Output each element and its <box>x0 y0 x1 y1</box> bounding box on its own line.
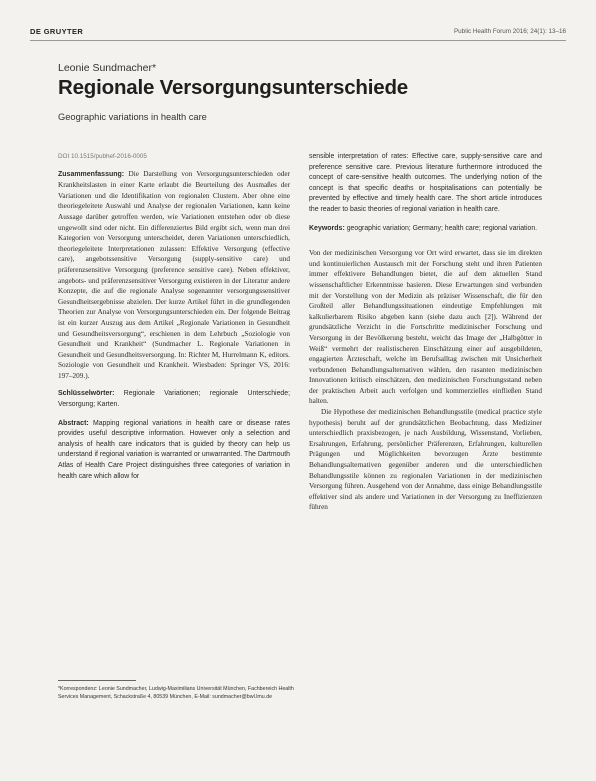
abstract-label: Abstract: <box>58 419 89 427</box>
publisher-name: DE GRUYTER <box>30 27 84 36</box>
keywords-label: Keywords: <box>309 224 345 232</box>
running-header <box>30 27 566 41</box>
zusammenfassung-text: Die Darstellung von Versorgungsunterschieden oder Krankheitslasten in einer Karte erlaubt die Beurteilung des Ausmaßes der Variationen und die Identifikation von regionalen Clustern. Aber ohne eine theoriegeleitete Auswahl und Analyse der regionalen Variationen, kann keine Aussage darüber getroffen werden, wie Variationen entstehen oder ob diese ungewollt sind oder nicht. Ein differenziertes Bild ergibt sich, wenn man drei Kategorien von Versorgung unterscheidet, deren Variationen unterschiedlich, theoriegeleitete Interpretationen zulassen: Effektive Versorgung (effective care), angebotssensitive Versorgung (supply-sensitive care) und präferenzsensitive Versorgung (preference sensitive care). Neben effektiver, angebots- und präferenzsensitiver Versorgung existieren in der Literatur andere Konzepte, die auf die regionale Analyse sogenannter versorgungssensitiver Gesundheitsergebnisse abzielen. Der kurze Artikel führt in die grundlegenden Theorien zur Analyse von Versorgungsunterschieden ein. Der folgende Beitrag ist ein kurzer Auszug aus dem Artikel „Regionale Variationen in Gesundheit und Gesundheitsversorgung“, erschienen in dem Lehrbuch „Soziologie von Gesundheit und Krankheit“ (Sundmacher L. Regionale Variationen in Gesundheit und Gesundheitsversorgung. In: Richter M, Hurrelmann K, editors. Soziologie von Gesundheit und Krankheit. Wiesbaden: Springer VS, 2016: 197–209.). <box>58 169 291 380</box>
article-subtitle: Geographic variations in health care <box>58 112 207 122</box>
schluesselwoerter-label: Schlüsselwörter: <box>58 390 115 398</box>
article-author: Leonie Sundmacher* <box>58 62 157 74</box>
keywords-paragraph <box>309 224 542 235</box>
zusammenfassung-label: Zusammenfassung: <box>58 170 125 178</box>
abstract-paragraph <box>58 419 290 483</box>
footnote-divider <box>58 680 136 681</box>
header-divider <box>30 40 566 41</box>
abstract-text: Mapping regional variations in health care or disease rates provides useful descriptive information. However only a selection and analysis of health care indicators that is guided by theory can help us understand if regional variation is warranted or unwarranted. The Dartmouth Atlas of Health Care Project distinguishes three categories of variation in health care which allow for <box>58 419 290 480</box>
right-column <box>309 152 542 513</box>
left-column <box>58 152 290 482</box>
correspondence-footnote: *Korrespondenz: Leonie Sundmacher, Ludwig-Maximilians Universität München, Fachbereich Health Services Management, Schackstraße 4, 80539 München, E-Mail: sundmacher@bwl.lmu.de <box>58 686 294 701</box>
article-title: Regionale Versorgungsunterschiede <box>58 76 408 99</box>
journal-reference: Public Health Forum 2016; 24(1): 13–16 <box>453 28 566 35</box>
doi-line: DOI 10.1515/pubhef-2016-0005 <box>58 153 147 160</box>
abstract-continuation: sensible interpretation of rates: Effective care, supply-sensitive care and preference sensitive care. Previous literature furthermore introduced the concept of care-sensitive health outcomes. The underlying notion of the concept is that specific deaths or hospitalisations can potentially be prevented by effective and timely health care. The short article introduces the reader to basic theories of regional variation in health care. <box>309 153 542 213</box>
body-paragraph-2: Die Hypothese der medizinischen Behandlungsstile (medical practice style hypothesis) beruht auf der grundsätzlichen Beobachtung, dass Mediziner unterschiedlich praxisbezogen, je nach Ausbildung, Wissenstand, Vorlieben, Ersahrungen, Erfahrung, persönlicher Präferenzen, Erfahrungen, kulturellen Prägungen und Möglichkeiten bevorzugen Ärzte bestimmte Behandlungsalternativen gegenüber anderen und die unterschiedlichen Behandlungsstile können zu regionalen Variationen in der medizinischen Versorgung führen. Ausgehend von der Annahme, dass einige Behandlungsstile effektiver sind als andere und Variationen in der Versorgung zu Ineffizienzen führen <box>309 408 542 512</box>
zusammenfassung-paragraph <box>58 169 290 382</box>
keywords-text: geographic variation; Germany; health care; regional variation. <box>346 224 538 232</box>
body-paragraph-1: Von der medizinischen Versorgung vor Ort wird erwartet, dass sie im direkten und kontinuierlichen Austausch mit der Forschung steht und ihren Patienten immer effektivere Behandlungen bietet, die auf dem aktuellen Stand wissenschaftlicher Erkenntnisse basieren. Diese Erwartungen sind verbunden mit der Vorstellung von der Medizin als präziser Wissenschaft, die für den Großteil aller Behandlungssituationen eindeutige Empfehlungen mit kalkulierbarem Risiko abgeben kann (siehe dazu auch [2]). Während der grundsätzliche Verzicht in die Fortschritte medizinischer Forschung und Versorgung in der Bevölkerung besteht, weicht das Image der „Halbgötter in Weiß“ vermehrt der realistischeren Einschätzung einer auf ausgebildeten, engagierten Ärzteschaft, welche im Berufsalltag zwischen mit Unsicherheit verbundenen Behandlungsalternativen wählen, den rasanten medizinischen Innovationen kritisch einschätzen, den medizinischen Forschungsstand neben der praktischen Arbeit auch verfolgen und kommerzielles einfließen Stand halten. <box>309 249 542 406</box>
schluesselwoerter-text: Regionale Variationen; regionale Unterschiede; Versorgung; Karten. <box>58 390 290 409</box>
schluesselwoerter-paragraph <box>58 389 290 410</box>
